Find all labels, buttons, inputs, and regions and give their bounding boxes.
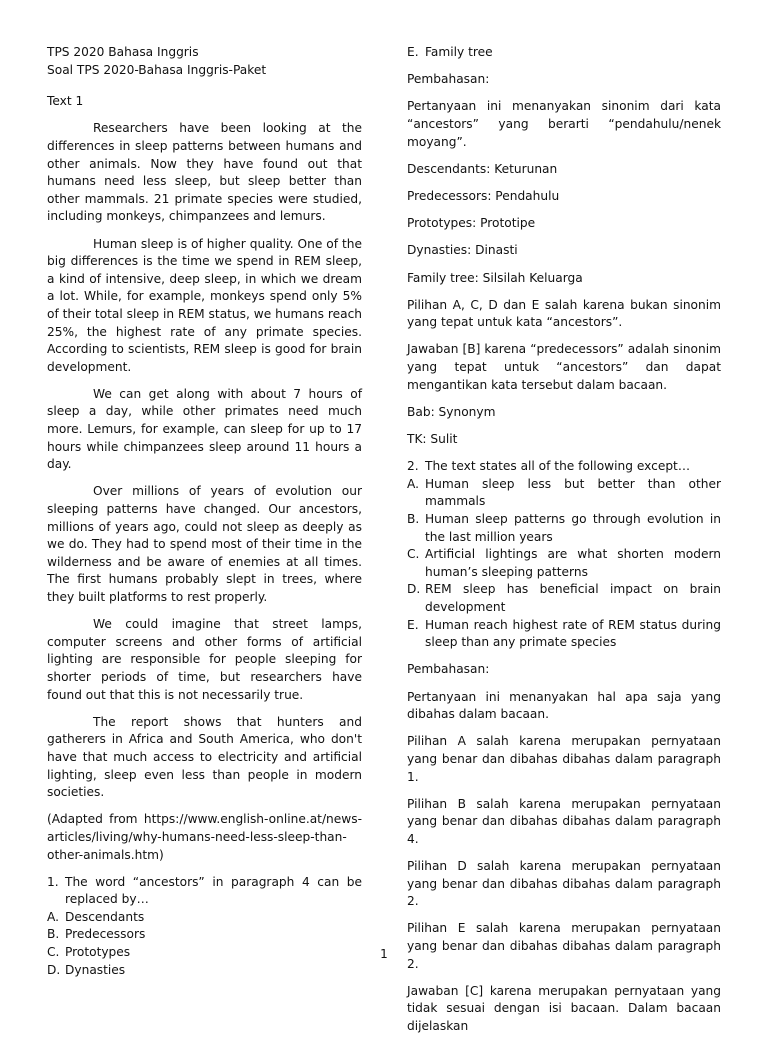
option-letter: E. [407, 45, 419, 59]
option-letter: C. [407, 547, 420, 562]
option-text: Human sleep patterns go through evolution in the last million years [425, 512, 721, 544]
question-2-text: The text states all of the following except… [425, 459, 691, 474]
question-1-options-continued [407, 44, 721, 62]
discussion-item: Pilihan E salah karena merupakan pernyataan yang benar dan dibahas dibahas dalam paragraph 2. [407, 921, 721, 971]
wrong-options-explanation: Pilihan A, C, D dan E salah karena bukan sinonim yang tepat untuk kata “ancestors”. [407, 297, 721, 330]
question-1-stem [47, 874, 362, 909]
discussion-item: Pilihan A salah karena merupakan pernyataan yang benar dan dibahas dibahas dalam paragraph 1. [407, 734, 721, 784]
reading-paragraph-2: Human sleep is of higher quality. One of the big differences is the time we spend in REM sleep, a kind of intensive, deep sleep, in which we dream a lot. While, for example, monkeys spend only 5% of their total sleep in REM status, we humans reach 25%, the highest rate of any primate species. According to scientists, REM sleep is good for brain development. [47, 236, 362, 374]
reading-paragraph-5: We could imagine that street lamps, computer screens and other forms of artificial lighting are responsible for people sleeping for shorter periods of time, but researchers have found out that this is not necessarily true. [47, 617, 362, 702]
option-item [407, 476, 721, 511]
option-letter: A. [407, 476, 419, 491]
option-letter: B. [407, 512, 420, 526]
option-letter: E. [407, 617, 419, 632]
text-label: Text 1 [47, 94, 84, 109]
option-item [407, 617, 721, 652]
discussion-intro: Pertanyaan ini menanyakan hal apa saja yang dibahas dalam bacaan. [407, 689, 721, 722]
discussion-intro: Pertanyaan ini menanyakan sinonim dari kata “ancestors” yang berarti “pendahulu/nenek moyang”. [407, 99, 721, 149]
option-item [47, 909, 362, 927]
answer-explanation-2 [407, 983, 721, 1036]
source-citation: (Adapted from https://www.english-online.at/news-articles/living/why-humans-need-less-sleep-than-other-animals.htm) [47, 812, 362, 862]
discussion-item: Pilihan B salah karena merupakan pernyataan yang benar dan dibahas dibahas dalam paragraph 4. [407, 796, 721, 846]
question-1-number: 1. [47, 874, 59, 889]
left-column [47, 44, 362, 979]
bab-label: Bab: Synonym [407, 404, 496, 419]
option-item [407, 546, 721, 581]
reading-paragraph-6: The report shows that hunters and gatherers in Africa and South America, who don't have that much access to electricity and artificial lighting, sleep even less than people in modern societies. [47, 714, 362, 800]
reading-paragraph-1: Researchers have been looking at the differences in sleep patterns between humans and other animals. Now they have found out that humans need less sleep, but sleep better than other mammals. 21 primate species were studied, including monkeys, chimpanzees and lemurs. [47, 121, 362, 224]
option-text: Predecessors [65, 927, 146, 942]
option-letter: D. [47, 962, 61, 977]
option-item [47, 962, 362, 980]
glossary-item: Dynasties: Dinasti [407, 243, 518, 258]
option-text: Prototypes [65, 945, 131, 960]
question-2-stem [407, 458, 721, 476]
glossary-item: Descendants: Keturunan [407, 161, 558, 176]
reading-paragraph-3: We can get along with about 7 hours of sleep a day, while other primates need much more. Lemurs, for example, can sleep for up to 17 hours while chimpanzees sleep around 11 hours a day. [47, 386, 362, 472]
option-text: Dynasties [65, 962, 126, 977]
question-1-text: The word “ancestors” in paragraph 4 can be replaced by… [65, 874, 362, 907]
option-letter: B. [47, 927, 60, 942]
discussion-item: Pilihan D salah karena merupakan pernyataan yang benar dan dibahas dibahas dalam paragraph 2. [407, 859, 721, 909]
option-letter: D. [407, 582, 421, 597]
tk-label: TK: Sulit [407, 432, 458, 447]
question-1-options [47, 909, 362, 979]
option-item [407, 581, 721, 616]
option-text: Artificial lightings are what shorten modern human’s sleeping patterns [425, 547, 721, 579]
glossary-item: Predecessors: Pendahulu [407, 188, 560, 203]
option-text: Human reach highest rate of REM status during sleep than any primate species [425, 617, 721, 650]
question-2-options [407, 476, 721, 652]
question-2-number: 2. [407, 459, 419, 474]
option-letter: C. [47, 945, 60, 960]
option-text: Family tree [425, 45, 493, 59]
option-item [407, 44, 721, 62]
glossary-item: Prototypes: Prototipe [407, 216, 536, 231]
answer-text: karena merupakan pernyataan yang tidak sesuai dengan isi bacaan. Dalam bacaan dijelaskan [407, 983, 721, 1033]
option-text: Descendants [65, 909, 145, 924]
option-text: REM sleep has beneficial impact on brain development [425, 582, 721, 614]
discussion-heading: Pembahasan: [407, 662, 490, 677]
document-subtitle: Soal TPS 2020-Bahasa Inggris-Paket [47, 62, 267, 77]
option-text: Human sleep less but better than other mammals [425, 476, 721, 509]
page-number: 1 [380, 947, 388, 961]
discussion-heading: Pembahasan: [407, 72, 490, 87]
answer-explanation: Jawaban [B] karena “predecessors” adalah sinonim yang tepat untuk “ancestors” dan dapat mengantikan kata tersebut dalam bacaan. [407, 342, 721, 392]
option-item [407, 511, 721, 546]
reading-paragraph-4: Over millions of years of evolution our sleeping patterns have changed. Our ancestors, millions of years ago, could not sleep as deeply as we do. They had to spend most of their time in the wilderness and be aware of enemies at all times. The first humans probably slept in trees, where they built platforms to rest properly. [47, 484, 362, 604]
answer-label: Jawaban [C] [407, 983, 484, 998]
right-column [407, 44, 721, 1045]
document-title: TPS 2020 Bahasa Inggris [47, 45, 199, 59]
option-item [47, 926, 362, 944]
option-letter: A. [47, 909, 59, 924]
glossary-item: Family tree: Silsilah Keluarga [407, 270, 583, 285]
